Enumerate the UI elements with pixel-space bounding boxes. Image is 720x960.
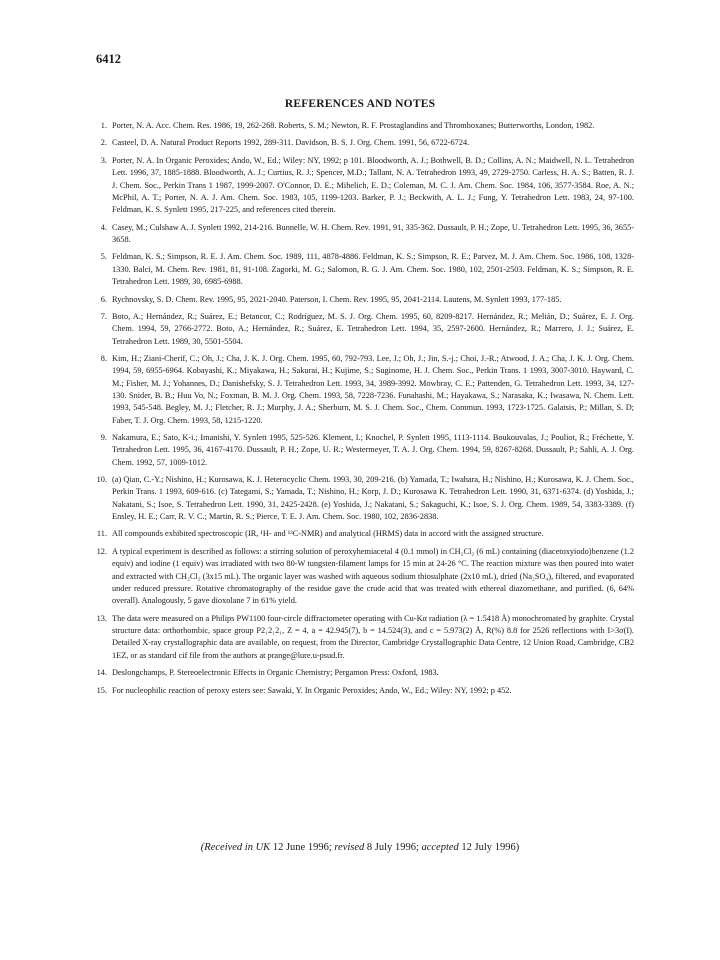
reference-item	[94, 528, 634, 540]
received-date: 12 June	[272, 842, 306, 853]
reference-text: Rychnovsky, S. D. Chem. Rev. 1995, 95, 2021-2040. Paterson, I. Chem. Rev. 1995, 95, 2041-2114. Lautens, M. Synlett 1993, 177-185.	[112, 294, 562, 304]
revised-label: revised	[334, 842, 365, 853]
received-year: 1996;	[307, 842, 332, 853]
reference-number: 15.	[96, 685, 107, 695]
reference-number: 10.	[96, 475, 107, 485]
reference-text: (a) Qian, C.-Y.; Nishino, H.; Kurosawa, K. J. Heterocyclic Chem. 1993, 30, 209-216. (b) Yamada, T.; Iwahara, H.; Nishino, H.; Kurosawa, K. J. Chem. Soc., Perkin Trans. 1 1993, 609-616. (c) Tategami, S.; Yamada, T.; Nishino, H.; Korp, J. D.; Kurosawa K. Tetrahedron Lett. 1990, 31, 6371-6374. (d) Yoshida, J.; Nakatani, S.; Isoe, S. Tetrahedron Lett. 1990, 31, 2425-2428. (e) Yoshida, J.; Nakatani, S.; Sakaguchi, K.; Isoe, S. J. Org. Chem. 1989, 54, 3383-3389. (f) Ensley, H. E.; Carr, R. V. C.; Martin, R. S.; Pierce, T. E. J. Am. Chem. Soc. 1980, 102, 2836-2838.	[112, 475, 634, 521]
reference-text: Nakamura, E.; Sato, K-i.; Imanishi, Y. Synlett 1995, 525-526. Klement, I.; Knochel, P. Synlett 1995, 1113-1114. Boukouvalas, J.; Pouliot, R.; Fréchette, Y. Tetrahedron Lett. 1995, 36, 4167-4170. Dussault, P. H.; Zope, U. R.; Westermeyer, T. A. J. Org. Chem. 1994, 59, 8267-8268. Dussault, P.; Sahli, A. J. Org. Chem. 1992, 57, 1009-1012.	[112, 433, 634, 467]
reference-text: The data were measured on a Philips PW1100 four-circle diffractometer operating with Cu-Kα radiation (λ = 1.5418 Å) monochromated by graphite. Crystal structure data: orthorhombic, space group P2₁2₁2₁, Z = 4, a = 42.945(7), b = 14.524(3), and c = 5.973(2) Å, R(%) 8.8 for 2526 reflections with I>3σ(I). Detailed X-ray crystallographic data are available, on request, from the Director, Cambridge Crystallographic Data Centre, 12 Union Road, Cambridge, CB2 1EZ, or as standard cif file from the authors at prange@lure.u-psud.fr.	[112, 613, 634, 660]
reference-item	[94, 613, 634, 662]
reference-text: Deslongchamps, P. Stereoelectronic Effects in Organic Chemistry; Pergamon Press: Oxford, 1983.	[112, 668, 439, 678]
reference-number: 2.	[100, 138, 107, 148]
reference-text: All compounds exhibited spectroscopic (IR, ¹H- and ¹³C-NMR) and analytical (HRMS) data in accord with the assigned structure.	[112, 529, 544, 539]
accepted-date: 12 July	[461, 842, 493, 853]
reference-item	[94, 294, 634, 306]
section-heading: REFERENCES AND NOTES	[284, 98, 436, 110]
reference-number: 14.	[96, 668, 107, 678]
reference-text: Porter, N. A. In Organic Peroxides; Ando, W., Ed.; Wiley: NY, 1992; p 101. Bloodworth, A. J.; Bothwell, B. D.; Collins, A. N.; Maidwell, N. L. Tetrahedron Lett. 1996, 37, 1885-1888. Bloodworth, A. J.; Curtius, R. J.; Spencer, M.D.; Tallant, N. A. Tetrahedron 1993, 49, 2729-2750. Carless, H. A. S.; Batten, R. J. J. Chem. Soc., Perkin Trans 1 1987, 1999-2007. O'Connor, D. E.; Mihelich, E. D.; Coleman, M. C. J. Am. Chem. Soc. 1984, 106, 3577-3584. Roe, A. N.; McPhil, A. T.; Porter, N. A. J. Am. Chem. Soc. 1983, 105, 1199-1203. Barker, P. J.; Beckwith, A. L. J.; Fung, Y. Tetrahedron Lett. 1983, 24, 97-100. Feldman, K. S. Synlett 1995, 217-225, and references cited therein.	[112, 155, 634, 215]
received-label: (Received in UK	[200, 842, 271, 853]
reference-text: Casteel, D. A. Natural Product Reports 1992, 289-311. Davidson, B. S. J. Org. Chem. 1991, 56, 6722-6724.	[112, 138, 470, 148]
reference-number: 1.	[100, 121, 107, 130]
accepted-label: accepted	[421, 842, 459, 853]
reference-number: 5.	[100, 252, 107, 262]
received-dates-footer	[0, 842, 720, 853]
reference-text: Boto, A.; Hernández, R.; Suárez, E.; Betancor, C.; Rodríguez, M. S. J. Org. Chem. 1995, 60, 8209-8217. Hernández, R.; Melián, D.; Suárez, E. J. Org. Chem. 1994, 59, 2766-2772. Boto, A.; Hernández, R.; Suárez, E. Tetrahedron Lett. 1994, 35, 2597-2600. Hernández, R.; Marrero, J. J.; Suárez, E. Tetrahedron Lett. 1989, 30, 5501-5504.	[112, 311, 634, 346]
reference-text: Feldman, K. S.; Simpson, R. E. J. Am. Chem. Soc. 1989, 111, 4878-4886. Feldman, K. S.; Simpson, R. E.; Parvez, M. J. Am. Chem. Soc. 1986, 108, 1328-1330. Balci, M. Chem. Rev. 1981, 81, 91-108. Zagorki, M. G.; Salomon, R. G. J. Am. Chem. Soc. 1980, 102, 2501-2503. Feldman, K. S.; Simpson, R. E. Tetrahedron Lett. 1989, 30, 6985-6988.	[112, 252, 634, 287]
revised-date: 8 July	[366, 842, 393, 853]
reference-number: 9.	[100, 433, 107, 443]
reference-item	[94, 432, 634, 469]
reference-item	[94, 546, 634, 607]
reference-item	[94, 667, 634, 679]
reference-number: 7.	[100, 311, 107, 321]
reference-text: Casey, M.; Culshaw A. J. Synlett 1992, 214-216. Bunnelle, W. H. Chem. Rev. 1991, 91, 335-362. Dussault, P. H.; Zope, U. Tetrahedron Lett. 1995, 36, 3655-3658.	[112, 222, 635, 244]
reference-number: 11.	[96, 529, 107, 539]
reference-list	[94, 120, 634, 702]
reference-item	[94, 353, 634, 427]
reference-number: 13.	[96, 613, 107, 623]
reference-number: 12.	[96, 546, 107, 556]
reference-number: 4.	[100, 222, 107, 232]
reference-number: 3.	[100, 155, 107, 165]
reference-number: 8.	[100, 354, 107, 364]
reference-number: 6.	[100, 294, 107, 304]
reference-item	[94, 120, 634, 132]
reference-item	[94, 222, 634, 247]
reference-text: Porter, N. A. Acc. Chem. Res. 1986, 19, 262-268. Roberts, S. M.; Newton, R. F. Prostaglandins and Thromboxanes; Butterworths, London, 1982.	[112, 121, 595, 130]
reference-item	[94, 155, 634, 216]
reference-item	[94, 474, 634, 523]
revised-year: 1996;	[394, 842, 419, 853]
reference-item	[94, 251, 634, 288]
reference-item	[94, 137, 634, 149]
reference-text: A typical experiment is described as follows: a stirring solution of peroxyhemiacetal 4 (0.1 mmol) in CH₂Cl₂ (6 mL) containing (diacetoxyiodo)benzene (1.2 equiv) and iodine (1 equiv) was irradiated with two 80-W tungsten-filament lamps for 15 min at 24-26 °C. The reaction mixture was then poured into water and extracted with CH₂Cl₂ (3x15 mL). The organic layer was washed with aqueous sodium thiosulphate (2x10 mL), dried (Na₂SO₄), filtered, and evaporated under reduced pressure. Rotative chromatography of the residue gave the crude acid that was treated with ethereal diazomethane, and purified. (6, 64% overall). Analogously, 5 gave dioxolane 7 in 61% yield.	[112, 546, 634, 606]
accepted-year: 1996)	[494, 842, 520, 853]
reference-text: For nucleophilic reaction of peroxy esters see: Sawaki, Y. In Organic Peroxides; Ando, W., Ed.; Wiley: NY, 1992; p 452.	[112, 685, 512, 695]
reference-item	[94, 685, 634, 697]
reference-item	[94, 311, 634, 348]
page-number: 6412	[96, 52, 121, 66]
reference-text: Kim, H.; Ziani-Cherif, C.; Oh, J.; Cha, J. K. J. Org. Chem. 1995, 60, 792-793. Lee, J.; Oh, J.; Jin, S.-j.; Choi, J.-R.; Atwood, J. A.; Cha, J. K. J. Org. Chem. 1994, 59, 6955-6964. Kobayashi, K.; Miyakawa, H.; Sakurai, H.; Kujime, S.; Suginome, H. J. Chem. Soc., Perkin Trans. 1 1993, 3007-3010. Hayward, C. M.; Fisher, M. J.; Yohannes, D.; Danishefsky, S. J. Tetrahedron Lett. 1993, 34, 3989-3992. Mowbray, C. E.; Pattenden, G. Tetrahedron Lett. 1993, 34, 127-130. Snider, B. B.; Huu Vo, N.; Foxman, B. M. J. Org. Chem. 1993, 58, 7228-7236. Funahashi, M.; Hayakawa, S.; Narasaka, K.; Iwasawa, N. Chem. Lett. 1993, 545-548. Begley, M. J.; Fletcher, R. J.; Murphy, J. A.; Sherburn, M. S. J. Chem. Soc., Chem. Commun. 1993, 1723-1725. Galatsis, P.; Millan, S. D; Faber, T. J. Org. Chem. 1993, 58, 1215-1220.	[112, 354, 634, 425]
